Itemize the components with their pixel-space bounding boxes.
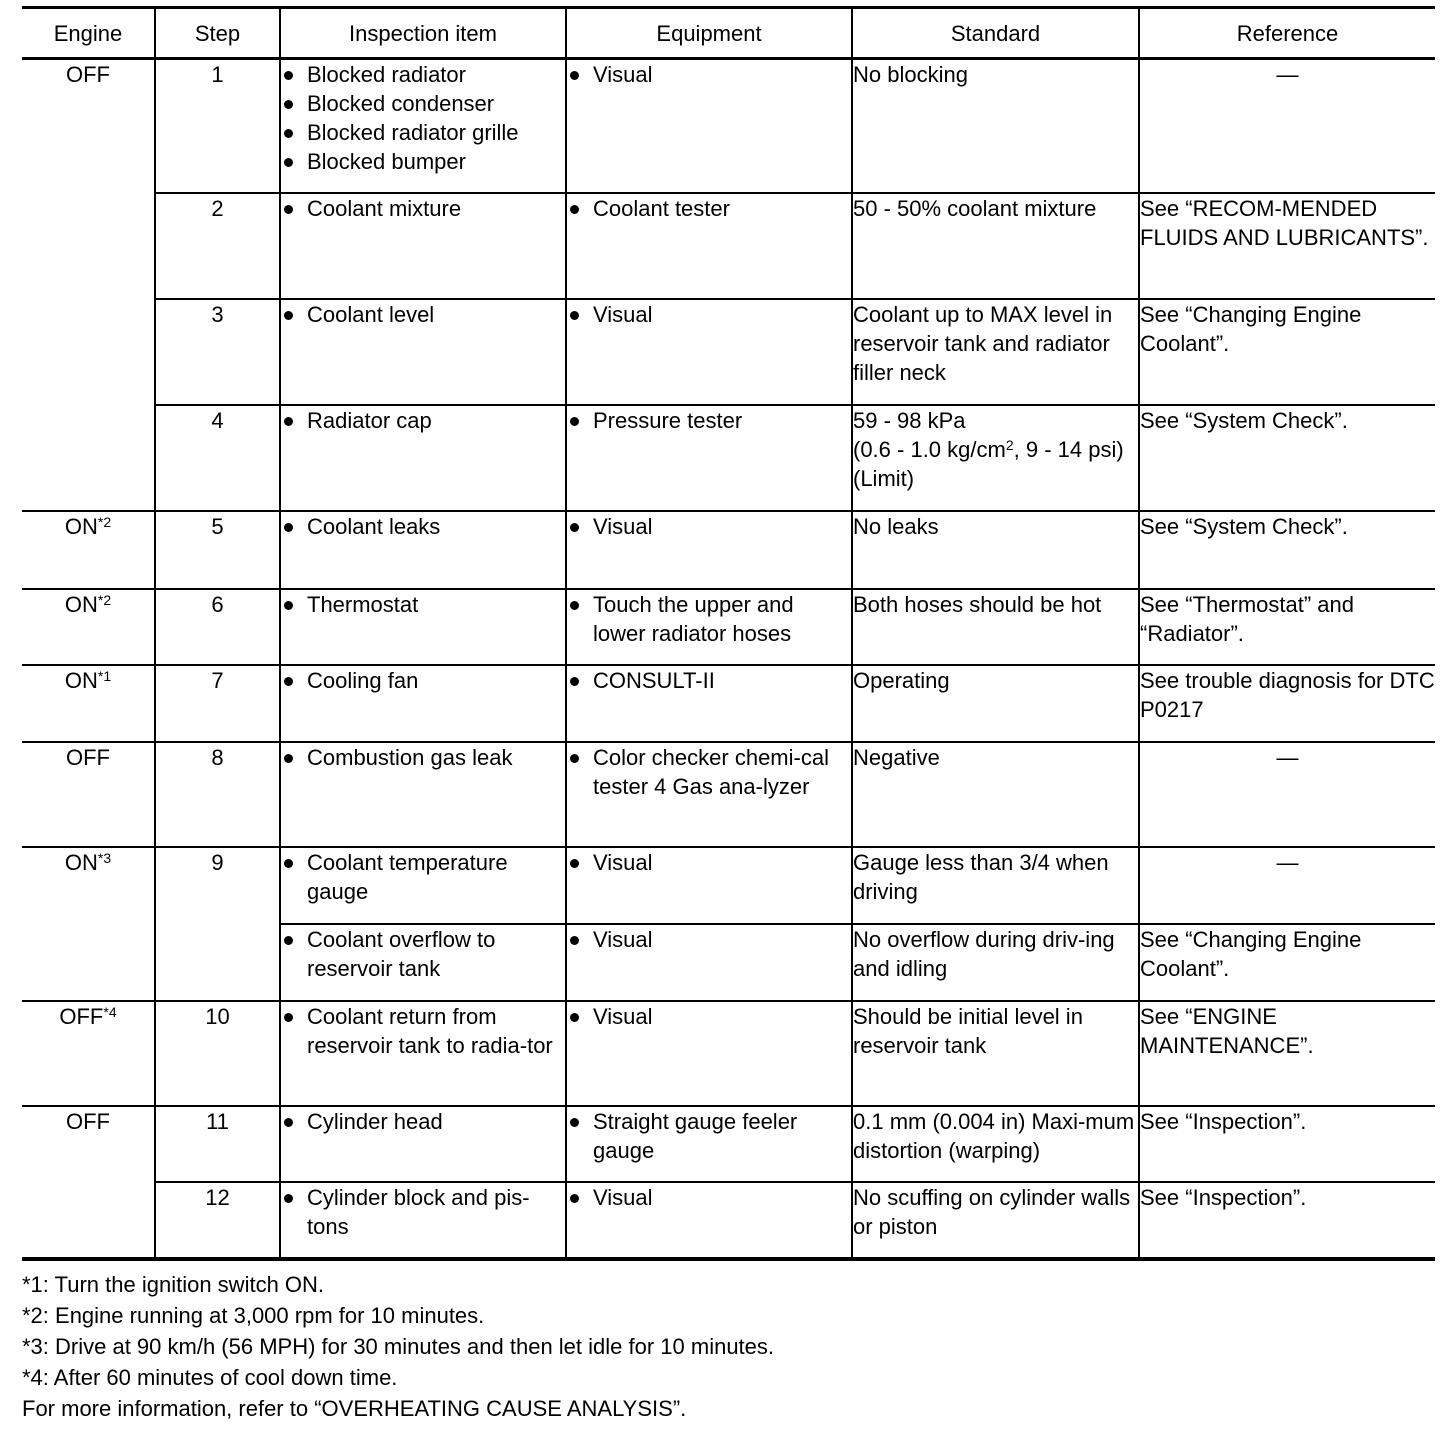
engine-state: ON xyxy=(64,513,98,539)
inspection-item-cell xyxy=(280,1182,566,1259)
equipment-cell xyxy=(566,742,852,847)
standard-pre: (0.6 - 1.0 kg/cm xyxy=(853,436,1006,462)
equipment-cell xyxy=(566,665,852,742)
step-cell: 5 xyxy=(155,511,280,589)
inspection-item: Cylinder block and pis-tons xyxy=(281,1183,565,1241)
table-row xyxy=(22,847,1435,924)
inspection-table xyxy=(22,6,1435,1261)
table-row xyxy=(22,742,1435,847)
inspection-item-cell xyxy=(280,924,566,1001)
reference-cell: See “System Check”. xyxy=(1139,511,1435,589)
equipment-item: Visual xyxy=(567,1002,851,1031)
standard-cell: No overflow during driv-ing and idling xyxy=(852,924,1139,1001)
standard-cell: No blocking xyxy=(852,59,1139,193)
table-row xyxy=(22,1001,1435,1106)
step-cell: 8 xyxy=(155,742,280,847)
inspection-item: Coolant overflow to reservoir tank xyxy=(281,925,565,983)
step-cell: 1 xyxy=(155,59,280,193)
header-inspection-item: Inspection item xyxy=(280,8,566,59)
engine-cell xyxy=(22,511,155,589)
equipment-item: Visual xyxy=(567,300,851,329)
step-cell: 4 xyxy=(155,405,280,511)
inspection-item-cell xyxy=(280,405,566,511)
footnote: For more information, refer to “OVERHEATING CAUSE ANALYSIS”. xyxy=(22,1395,687,1421)
reference-cell: — xyxy=(1139,59,1435,193)
header-standard: Standard xyxy=(852,8,1139,59)
engine-footnote-ref: *1 xyxy=(97,667,112,684)
standard-post: , 9 - 14 psi) (Limit) xyxy=(853,436,1124,491)
step-cell: 11 xyxy=(155,1106,280,1182)
standard-cell xyxy=(852,405,1139,511)
equipment-cell xyxy=(566,1001,852,1106)
inspection-item: Coolant leaks xyxy=(281,512,565,541)
reference-cell: See “Thermostat” and “Radiator”. xyxy=(1139,589,1435,665)
reference-cell: See “Changing Engine Coolant”. xyxy=(1139,299,1435,405)
inspection-item-cell xyxy=(280,589,566,665)
step-cell: 12 xyxy=(155,1182,280,1259)
equipment-item: Pressure tester xyxy=(567,406,851,435)
equipment-item: Visual xyxy=(567,848,851,877)
equipment-item: Color checker chemi-cal tester 4 Gas ana-lyzer xyxy=(567,743,851,801)
standard-line-1: 59 - 98 kPa xyxy=(853,407,966,433)
equipment-cell xyxy=(566,59,852,193)
table-row xyxy=(22,1182,1435,1259)
inspection-item: Blocked radiator xyxy=(281,60,565,89)
equipment-cell xyxy=(566,193,852,299)
engine-cell xyxy=(22,847,155,1001)
engine-cell: OFF xyxy=(22,742,155,847)
standard-cell: Coolant up to MAX level in reservoir tank and radiator filler neck xyxy=(852,299,1139,405)
inspection-item-cell xyxy=(280,193,566,299)
equipment-cell xyxy=(566,511,852,589)
table-row xyxy=(22,299,1435,405)
standard-cell: 50 - 50% coolant mixture xyxy=(852,193,1139,299)
step-cell: 6 xyxy=(155,589,280,665)
step-cell: 10 xyxy=(155,1001,280,1106)
footnote: *1: Turn the ignition switch ON. xyxy=(22,1271,325,1297)
engine-state: OFF xyxy=(59,1003,104,1029)
inspection-item: Coolant level xyxy=(281,300,565,329)
engine-footnote-ref: *4 xyxy=(103,1003,117,1020)
standard-line-2 xyxy=(853,435,1138,493)
inspection-item: Coolant mixture xyxy=(281,194,565,223)
engine-state: ON xyxy=(64,591,98,617)
inspection-item: Combustion gas leak xyxy=(281,743,565,772)
equipment-item: Visual xyxy=(567,925,851,954)
standard-cell: Gauge less than 3/4 when driving xyxy=(852,847,1139,924)
engine-cell: OFF xyxy=(22,59,155,511)
table-row xyxy=(22,511,1435,589)
standard-cell: No leaks xyxy=(852,511,1139,589)
table-row xyxy=(22,59,1435,193)
reference-cell: See “Inspection”. xyxy=(1139,1182,1435,1259)
superscript: 2 xyxy=(1005,436,1014,453)
inspection-item-cell xyxy=(280,665,566,742)
inspection-item-cell xyxy=(280,511,566,589)
step-cell: 2 xyxy=(155,193,280,299)
reference-cell: See “System Check”. xyxy=(1139,405,1435,511)
standard-cell: Operating xyxy=(852,665,1139,742)
table-row xyxy=(22,1106,1435,1182)
standard-cell: No scuffing on cylinder walls or piston xyxy=(852,1182,1139,1259)
reference-cell: — xyxy=(1139,847,1435,924)
table-row xyxy=(22,405,1435,511)
engine-state: ON xyxy=(64,849,98,875)
reference-cell: See “Inspection”. xyxy=(1139,1106,1435,1182)
equipment-item: Coolant tester xyxy=(567,194,851,223)
equipment-cell xyxy=(566,1106,852,1182)
inspection-item: Cooling fan xyxy=(281,666,565,695)
equipment-cell xyxy=(566,589,852,665)
step-cell: 9 xyxy=(155,847,280,1001)
footnotes xyxy=(22,1269,1435,1424)
inspection-item: Blocked condenser xyxy=(281,89,565,118)
equipment-cell xyxy=(566,299,852,405)
footnote: *4: After 60 minutes of cool down time. xyxy=(22,1364,398,1390)
inspection-item: Blocked radiator grille xyxy=(281,118,565,147)
inspection-item-cell xyxy=(280,1001,566,1106)
engine-cell xyxy=(22,665,155,742)
inspection-item: Thermostat xyxy=(281,590,565,619)
reference-cell: See “RECOM-MENDED FLUIDS AND LUBRICANTS”. xyxy=(1139,193,1435,299)
table-row xyxy=(22,193,1435,299)
equipment-item: Visual xyxy=(567,60,851,89)
equipment-item: Touch the upper and lower radiator hoses xyxy=(567,590,851,648)
equipment-item: Visual xyxy=(567,512,851,541)
inspection-item-cell xyxy=(280,847,566,924)
inspection-item-cell xyxy=(280,299,566,405)
engine-state: ON xyxy=(64,667,98,693)
equipment-item: CONSULT-II xyxy=(567,666,851,695)
equipment-cell xyxy=(566,924,852,1001)
inspection-item-cell xyxy=(280,59,566,193)
header-row xyxy=(22,8,1435,59)
inspection-item: Coolant temperature gauge xyxy=(281,848,565,906)
inspection-item-cell xyxy=(280,742,566,847)
table-row xyxy=(22,665,1435,742)
reference-cell: See “ENGINE MAINTENANCE”. xyxy=(1139,1001,1435,1106)
equipment-item: Straight gauge feeler gauge xyxy=(567,1107,851,1165)
step-cell: 7 xyxy=(155,665,280,742)
equipment-cell xyxy=(566,405,852,511)
standard-cell: Both hoses should be hot xyxy=(852,589,1139,665)
standard-cell: Should be initial level in reservoir tank xyxy=(852,1001,1139,1106)
inspection-item: Radiator cap xyxy=(281,406,565,435)
inspection-document xyxy=(22,6,1435,1424)
reference-cell: See trouble diagnosis for DTC P0217 xyxy=(1139,665,1435,742)
inspection-item: Cylinder head xyxy=(281,1107,565,1136)
standard-cell: 0.1 mm (0.004 in) Maxi-mum distortion (warping) xyxy=(852,1106,1139,1182)
engine-footnote-ref: *2 xyxy=(97,591,112,608)
engine-cell xyxy=(22,589,155,665)
standard-cell: Negative xyxy=(852,742,1139,847)
table-row xyxy=(22,589,1435,665)
header-engine: Engine xyxy=(22,8,155,59)
reference-cell: See “Changing Engine Coolant”. xyxy=(1139,924,1435,1001)
engine-cell: OFF xyxy=(22,1106,155,1259)
equipment-item: Visual xyxy=(567,1183,851,1212)
footnote: *3: Drive at 90 km/h (56 MPH) for 30 minutes and then let idle for 10 minutes. xyxy=(22,1333,775,1359)
equipment-cell xyxy=(566,847,852,924)
inspection-item: Coolant return from reservoir tank to radia-tor xyxy=(281,1002,565,1060)
footnote: *2: Engine running at 3,000 rpm for 10 minutes. xyxy=(22,1302,485,1328)
engine-cell xyxy=(22,1001,155,1106)
header-reference: Reference xyxy=(1139,8,1435,59)
inspection-item: Blocked bumper xyxy=(281,147,565,176)
reference-cell: — xyxy=(1139,742,1435,847)
engine-footnote-ref: *3 xyxy=(97,849,112,866)
step-cell: 3 xyxy=(155,299,280,405)
header-step: Step xyxy=(155,8,280,59)
equipment-cell xyxy=(566,1182,852,1259)
inspection-item-cell xyxy=(280,1106,566,1182)
header-equipment: Equipment xyxy=(566,8,852,59)
engine-footnote-ref: *2 xyxy=(97,513,112,530)
